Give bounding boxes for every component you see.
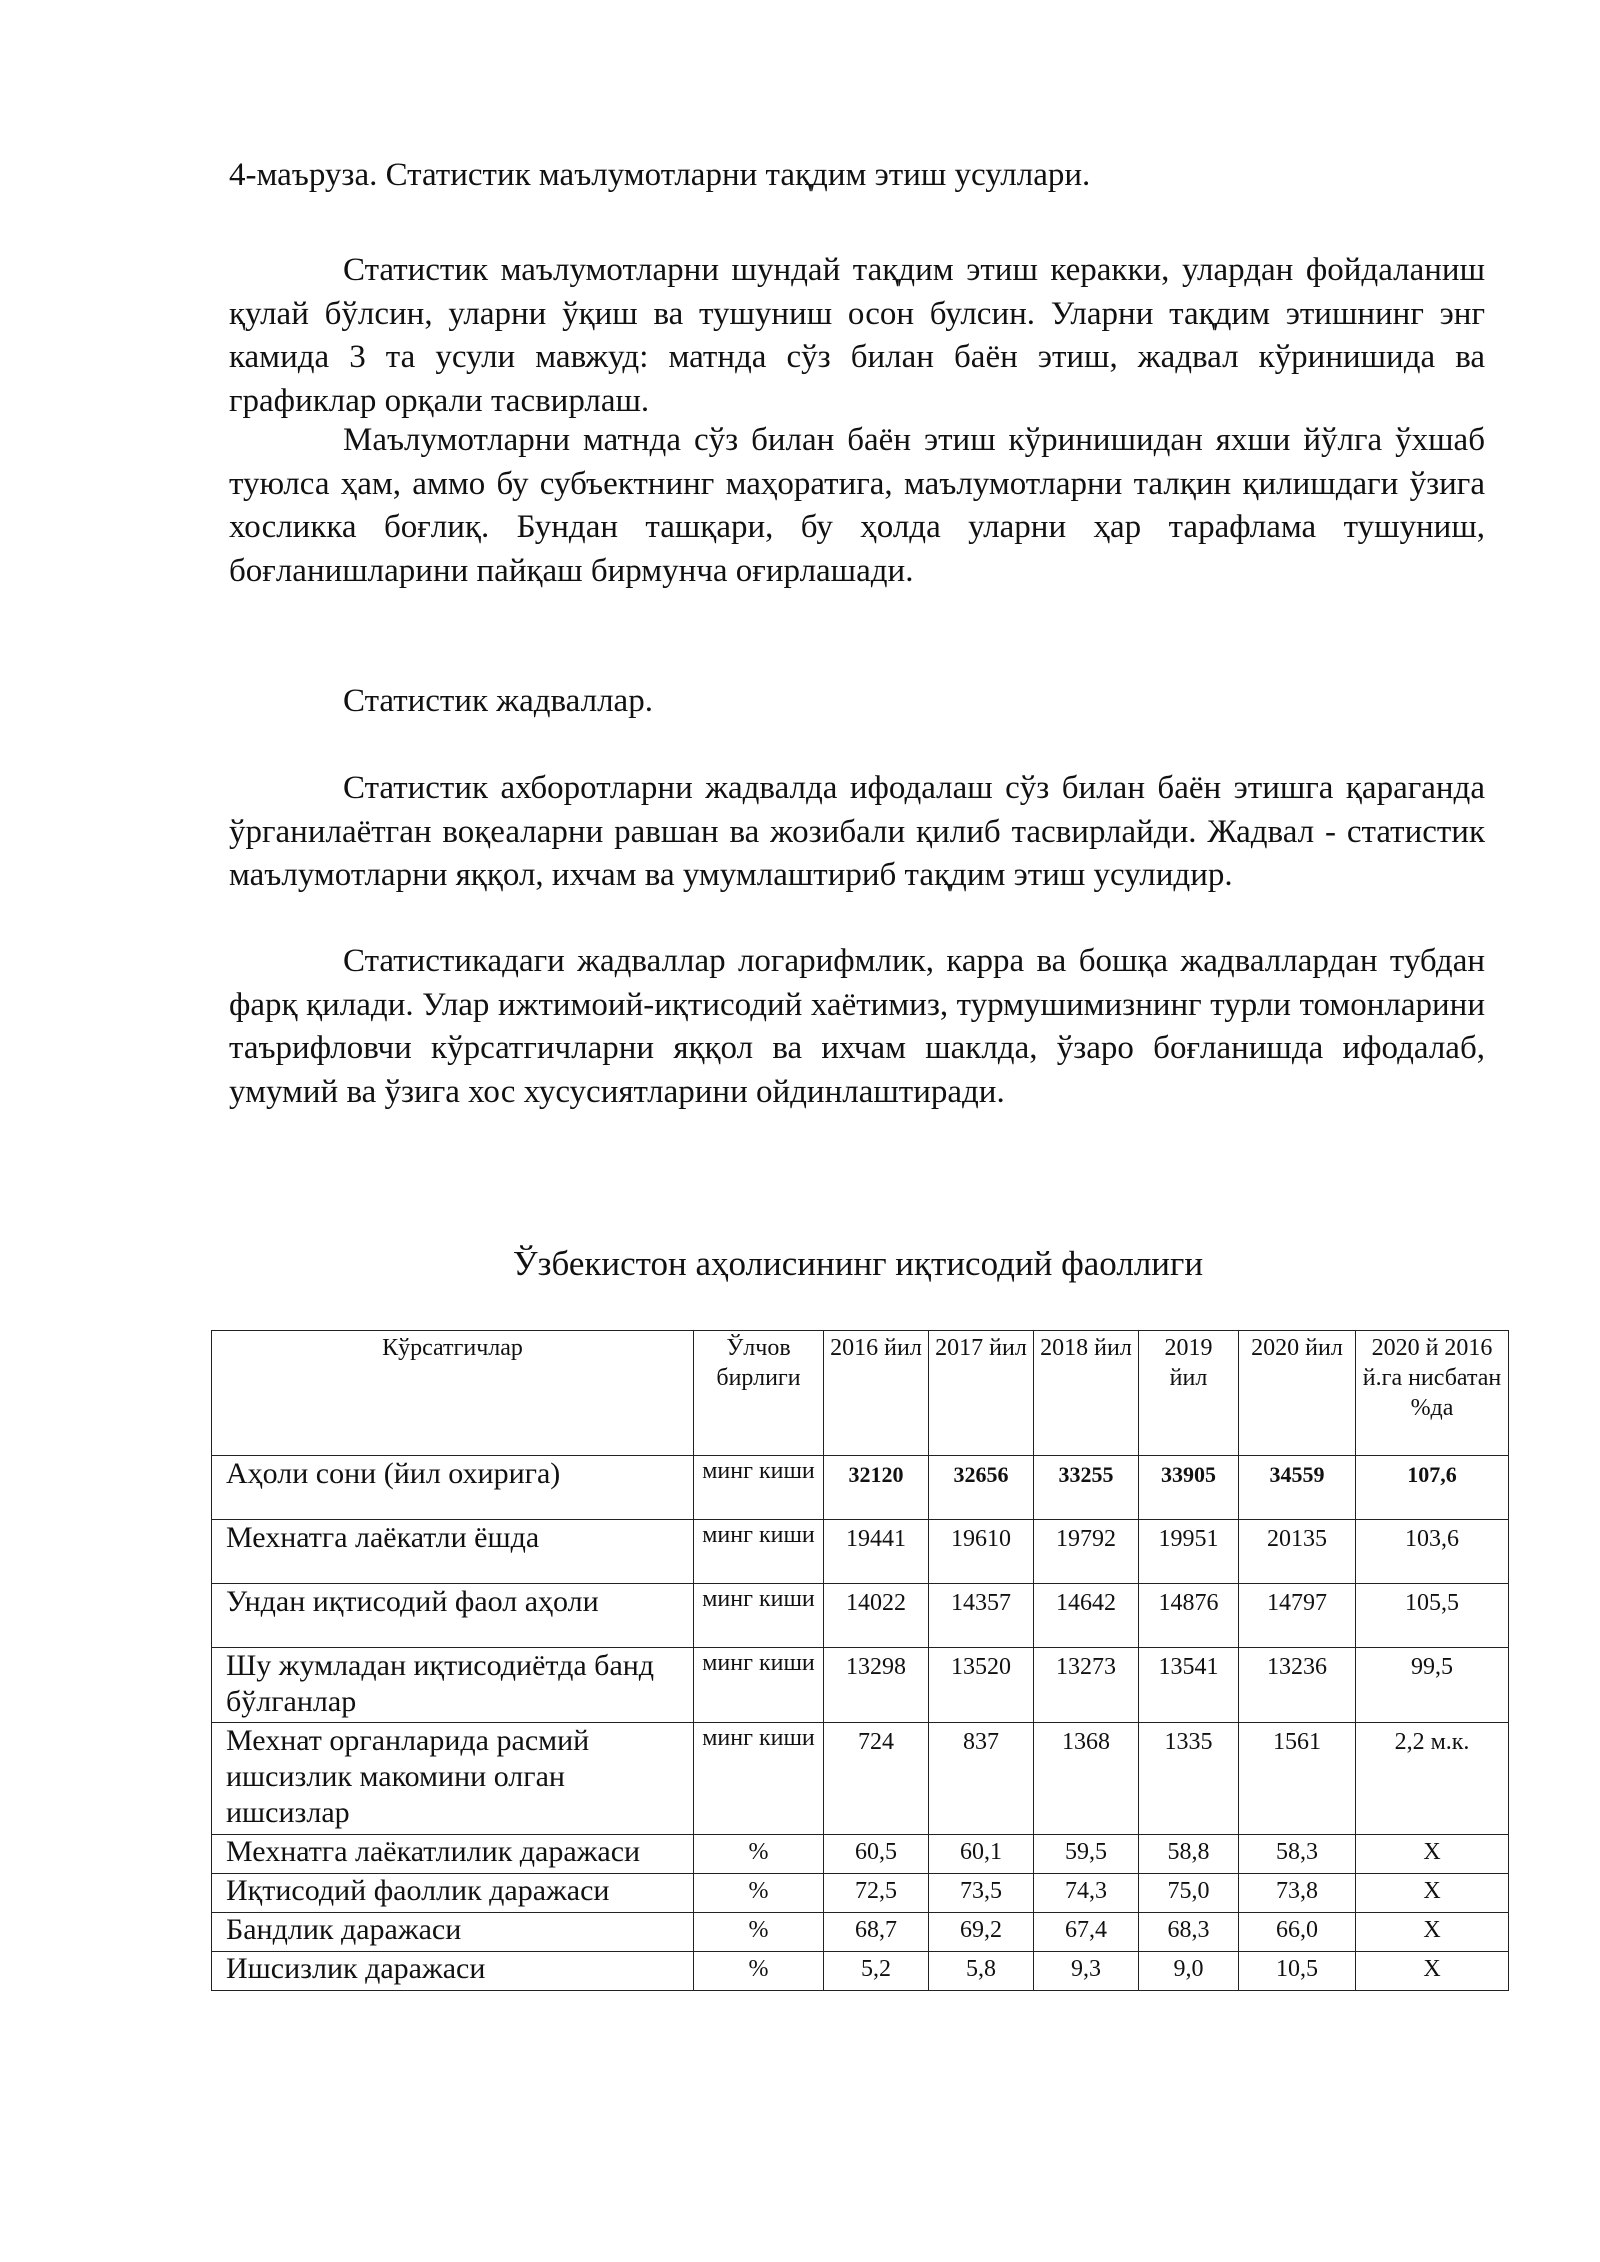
cell-value: 19792 [1034,1520,1139,1584]
cell-value: 107,6 [1356,1456,1509,1520]
header-year-2017: 2017 йил [929,1331,1034,1456]
paragraph-3: Статистик ахборотларни жадвалда ифодалаш сўз билан баён этишга қараганда ўрганилаётган воқеаларни равшан ва жозибали қилиб тасвирлайди. Жадвал - статистик маълумотларни яққол, ихчам ва умумлаштириб тақдим этиш усулидир. [229,770,1485,893]
table-header-row [212,1331,1509,1456]
cell-value: 14022 [824,1584,929,1648]
cell-value: 1368 [1034,1723,1139,1835]
table-caption: Ўзбекистон аҳолисининг иқтисодий фаоллиги [512,1244,1204,1283]
table-row [212,1913,1509,1952]
cell-value: 67,4 [1034,1913,1139,1952]
cell-value: 1561 [1239,1723,1356,1835]
cell-value: 13298 [824,1648,929,1723]
table-row [212,1874,1509,1913]
header-year-2019: 2019 йил [1139,1331,1239,1456]
cell-value: 33255 [1034,1456,1139,1520]
cell-value: 2,2 м.к. [1356,1723,1509,1835]
cell-value: 73,5 [929,1874,1034,1913]
row-unit: минг киши [694,1456,824,1520]
cell-value: 19441 [824,1520,929,1584]
cell-value: Х [1356,1835,1509,1874]
cell-value: 9,0 [1139,1952,1239,1991]
cell-value: 10,5 [1239,1952,1356,1991]
row-unit: % [694,1835,824,1874]
paragraph-2: Маълумотларни матнда сўз билан баён этиш кўринишидан яхши йўлга ўхшаб туюлса ҳам, аммо бу субъектнинг маҳоратига, маълумотларни талқин қилишдаги ўзига хосликка боғлиқ. Бундан ташқари, бу ҳолда уларни ҳар тарафлама тушуниш, боғланишларини пайқаш бирмунча оғирлашади. [229,422,1485,589]
header-unit: Ўлчов бирлиги [694,1331,824,1456]
cell-value: 13273 [1034,1648,1139,1723]
row-unit: % [694,1952,824,1991]
row-label: Бандлик даражаси [212,1913,694,1952]
row-label: Ишсизлик даражаси [212,1952,694,1991]
row-label: Аҳоли сони (йил охирига) [212,1456,694,1520]
row-unit: минг киши [694,1584,824,1648]
cell-value: 59,5 [1034,1835,1139,1874]
cell-value: 58,8 [1139,1835,1239,1874]
lecture-heading: 4-маъруза. Статистик маълумотларни тақдим этиш усуллари. [229,157,1091,193]
cell-value: 14876 [1139,1584,1239,1648]
row-label: Ундан иқтисодий фаол аҳоли [212,1584,694,1648]
cell-value: 5,8 [929,1952,1034,1991]
cell-value: 66,0 [1239,1913,1356,1952]
statistics-table [211,1330,1509,1991]
table-row [212,1456,1509,1520]
paragraph-1: Статистик маълумотларни шундай тақдим этиш керакки, улардан фойдаланиш қулай бўлсин, уларни ўқиш ва тушуниш осон булсин. Уларни тақдим этишнинг энг камида 3 та усули мавжуд: матнда сўз билан баён этиш, жадвал кўринишида ва графиклар орқали тасвирлаш. [229,252,1485,419]
cell-value: Х [1356,1874,1509,1913]
row-label: Мехнатга лаёкатлилик даражаси [212,1835,694,1874]
cell-value: 14357 [929,1584,1034,1648]
row-label: Иқтисодий фаоллик даражаси [212,1874,694,1913]
cell-value: 724 [824,1723,929,1835]
row-unit: минг киши [694,1520,824,1584]
row-unit: минг киши [694,1648,824,1723]
header-indicator: Кўрсатгичлар [212,1331,694,1456]
cell-value: 103,6 [1356,1520,1509,1584]
cell-value: 32656 [929,1456,1034,1520]
section-title: Статистик жадваллар. [343,683,653,719]
cell-value: 69,2 [929,1913,1034,1952]
cell-value: 68,3 [1139,1913,1239,1952]
cell-value: 99,5 [1356,1648,1509,1723]
cell-value: 14797 [1239,1584,1356,1648]
cell-value: 13520 [929,1648,1034,1723]
cell-value: 19610 [929,1520,1034,1584]
table-row [212,1835,1509,1874]
cell-value: 72,5 [824,1874,929,1913]
cell-value: 1335 [1139,1723,1239,1835]
table-row [212,1648,1509,1723]
cell-value: 13541 [1139,1648,1239,1723]
row-label: Мехнат органларида расмий ишсизлик макомини олган ишсизлар [212,1723,694,1835]
cell-value: 20135 [1239,1520,1356,1584]
cell-value: 58,3 [1239,1835,1356,1874]
cell-value: 5,2 [824,1952,929,1991]
row-label: Шу жумладан иқтисодиётда банд бўлганлар [212,1648,694,1723]
header-year-2016: 2016 йил [824,1331,929,1456]
cell-value: 837 [929,1723,1034,1835]
cell-value: Х [1356,1952,1509,1991]
cell-value: 60,5 [824,1835,929,1874]
paragraph-4: Статистикадаги жадваллар логарифмлик, карра ва бошқа жадваллардан тубдан фарқ қилади. Улар ижтимоий-иқтисодий хаётимиз, турмушимизнинг турли томонларини таърифловчи кўрсатгичларни яққол ва ихчам шаклда, ўзаро боғланишда ифодалаб, умумий ва ўзига хос хусусиятларини ойдинлаштиради. [229,943,1485,1110]
cell-value: 14642 [1034,1584,1139,1648]
cell-value: 33905 [1139,1456,1239,1520]
header-year-2020: 2020 йил [1239,1331,1356,1456]
row-unit: % [694,1913,824,1952]
cell-value: 13236 [1239,1648,1356,1723]
row-unit: % [694,1874,824,1913]
table-row [212,1952,1509,1991]
cell-value: 19951 [1139,1520,1239,1584]
cell-value: 60,1 [929,1835,1034,1874]
cell-value: 73,8 [1239,1874,1356,1913]
cell-value: 9,3 [1034,1952,1139,1991]
cell-value: 105,5 [1356,1584,1509,1648]
cell-value: 75,0 [1139,1874,1239,1913]
table-row [212,1584,1509,1648]
table-row [212,1723,1509,1835]
header-year-2018: 2018 йил [1034,1331,1139,1456]
cell-value: Х [1356,1913,1509,1952]
cell-value: 74,3 [1034,1874,1139,1913]
cell-value: 68,7 [824,1913,929,1952]
row-unit: минг киши [694,1723,824,1835]
cell-value: 34559 [1239,1456,1356,1520]
header-ratio: 2020 й 2016 й.га нисбатан %да [1356,1331,1509,1456]
cell-value: 32120 [824,1456,929,1520]
table-row [212,1520,1509,1584]
row-label: Мехнатга лаёкатли ёшда [212,1520,694,1584]
